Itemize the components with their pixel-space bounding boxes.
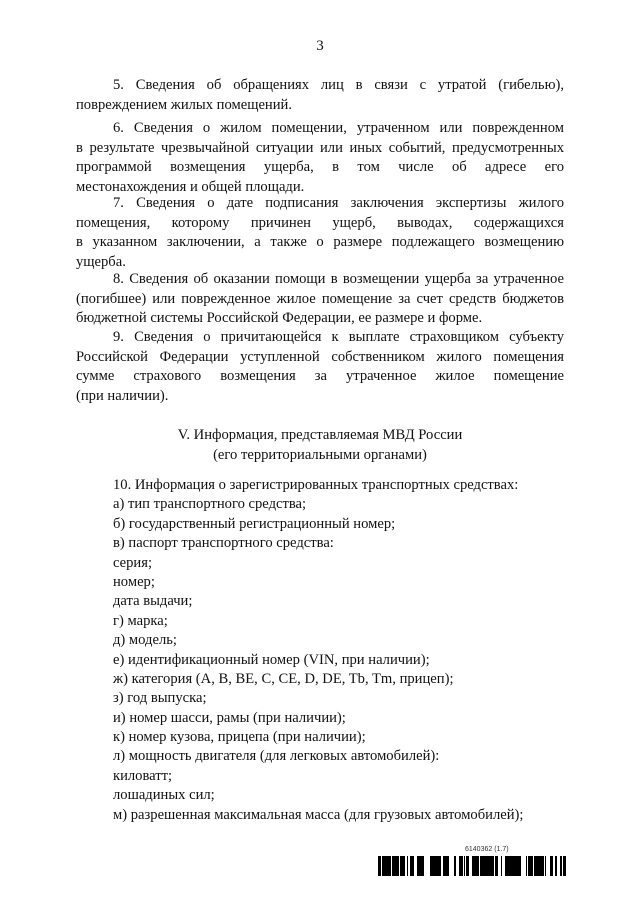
list-item: з) год выпуска; <box>113 690 207 707</box>
paragraph-line: программой возмещения ущерба, в том числе об адресе его <box>76 159 564 175</box>
paragraph-line: Российской Федерации уступленной собственником жилого помещения <box>76 348 564 365</box>
paragraph-line: сумме страхового возмещения за утраченное жилое помещение <box>76 368 564 384</box>
paragraph-line: 7. Сведения о дате подписания заключения экспертизы жилого <box>113 195 564 211</box>
page-number: 3 <box>316 38 324 54</box>
paragraph-5 <box>76 76 564 115</box>
paragraph-line: 9. Сведения о причитающейся к выплате страховщиком субъекту <box>113 329 564 345</box>
paragraph-6 <box>76 119 564 197</box>
list-item: номер; <box>113 573 155 590</box>
paragraph-line: помещения, которому причинен ущерб, выводах, содержащихся <box>76 214 564 231</box>
paragraph-8 <box>76 270 564 329</box>
list-item: г) марка; <box>113 612 168 629</box>
barcode-image <box>378 856 566 876</box>
paragraph-line: местонахождения и общей площади. <box>76 178 305 195</box>
list-item: а) тип транспортного средства; <box>113 496 307 513</box>
list-item: киловатт; <box>113 767 173 784</box>
list-item: в) паспорт транспортного средства: <box>113 535 334 552</box>
paragraph-7 <box>76 194 564 272</box>
list-item: д) модель; <box>113 632 177 649</box>
section-heading-subtitle: (его территориальными органами) <box>213 446 427 463</box>
paragraph-line: 5. Сведения об обращениях лиц в связи с утратой (гибелью), <box>113 77 564 93</box>
paragraph-line: в результате чрезвычайной ситуации или иных событий, предусмотренных <box>76 139 564 156</box>
barcode-code: 6140362 (1.7) <box>465 846 509 853</box>
paragraph-line: (при наличии). <box>76 387 169 404</box>
list-item: к) номер кузова, прицепа (при наличии); <box>113 729 366 746</box>
paragraph-line: 8. Сведения об оказании помощи в возмещении ущерба за утраченное <box>113 271 564 287</box>
list-item: дата выдачи; <box>113 593 193 610</box>
vehicle-info-list <box>113 476 573 825</box>
list-item: 10. Информация о зарегистрированных транспортных средствах: <box>113 477 519 493</box>
section-heading-title: V. Информация, представляемая МВД России <box>177 427 463 443</box>
list-item: серия; <box>113 554 153 571</box>
paragraph-line: бюджетной системы Российской Федерации, ее размере и форме. <box>76 310 483 326</box>
list-item: б) государственный регистрационный номер; <box>113 515 396 532</box>
list-item: е) идентификационный номер (VIN, при наличии); <box>113 651 430 668</box>
paragraph-line: повреждением жилых помещений. <box>76 96 292 113</box>
paragraph-line: (погибшее) или поврежденное жилое помещение за счет средств бюджетов <box>76 290 564 307</box>
list-item: л) мощность двигателя (для легковых автомобилей): <box>113 748 440 765</box>
list-item: ж) категория (A, B, BE, C, CE, D, DE, Tb, Tm, прицеп); <box>113 670 454 687</box>
list-item: м) разрешенная максимальная масса (для грузовых автомобилей); <box>113 806 524 823</box>
paragraph-line: ущерба. <box>76 253 126 270</box>
list-item: и) номер шасси, рамы (при наличии); <box>113 709 346 726</box>
list-item: лошадиных сил; <box>113 787 215 804</box>
paragraph-line: 6. Сведения о жилом помещении, утраченном или поврежденном <box>113 120 564 136</box>
paragraph-line: в указанном заключении, а также о размере подлежащего возмещению <box>76 234 564 250</box>
section-heading <box>0 426 640 465</box>
paragraph-9 <box>76 328 564 406</box>
